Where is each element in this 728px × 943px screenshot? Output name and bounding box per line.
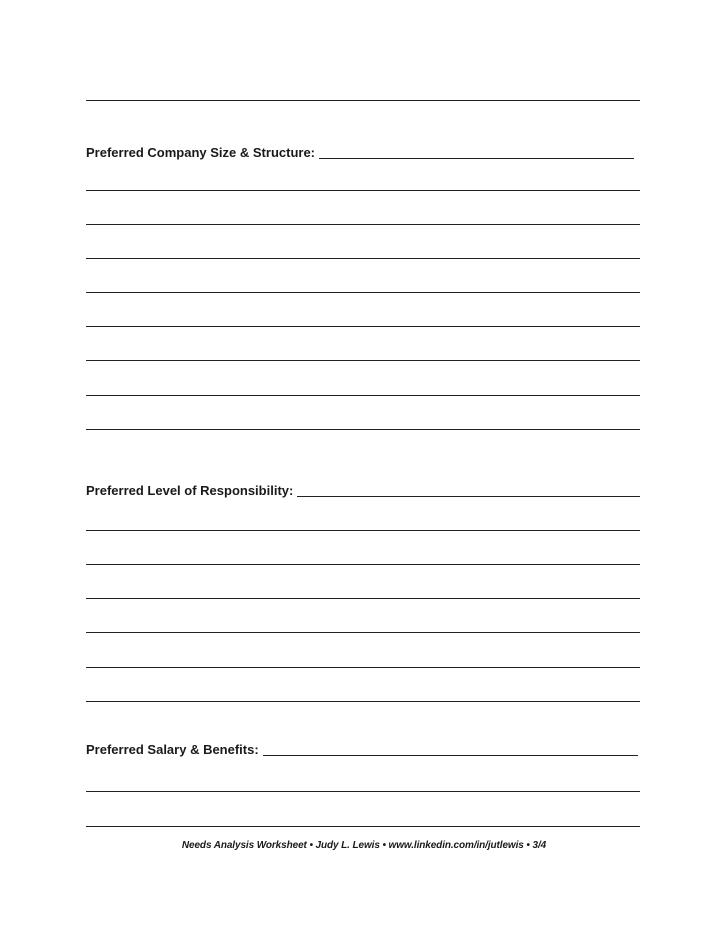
blank-line[interactable] [86,667,640,668]
responsibility-label: Preferred Level of Responsibility: [86,483,294,498]
responsibility-field[interactable] [297,496,640,497]
blank-line[interactable] [86,429,640,430]
blank-line[interactable] [86,292,640,293]
blank-line[interactable] [86,258,640,259]
salary-label: Preferred Salary & Benefits: [86,742,259,757]
page-footer: Needs Analysis Worksheet • Judy L. Lewis • www.linkedin.com/in/jutlewis • 3/4 [181,840,547,851]
blank-line[interactable] [86,360,640,361]
salary-row [86,743,638,757]
company-size-row [86,146,634,160]
responsibility-row [86,484,640,498]
blank-line[interactable] [86,564,640,565]
blank-line[interactable] [86,100,640,101]
blank-line[interactable] [86,190,640,191]
blank-line[interactable] [86,632,640,633]
blank-line[interactable] [86,826,640,827]
blank-line[interactable] [86,395,640,396]
blank-line[interactable] [86,791,640,792]
blank-line[interactable] [86,326,640,327]
blank-line[interactable] [86,530,640,531]
blank-line[interactable] [86,701,640,702]
blank-line[interactable] [86,224,640,225]
salary-field[interactable] [263,755,638,756]
company-size-field[interactable] [319,158,634,159]
blank-line[interactable] [86,598,640,599]
company-size-label: Preferred Company Size & Structure: [86,145,316,160]
